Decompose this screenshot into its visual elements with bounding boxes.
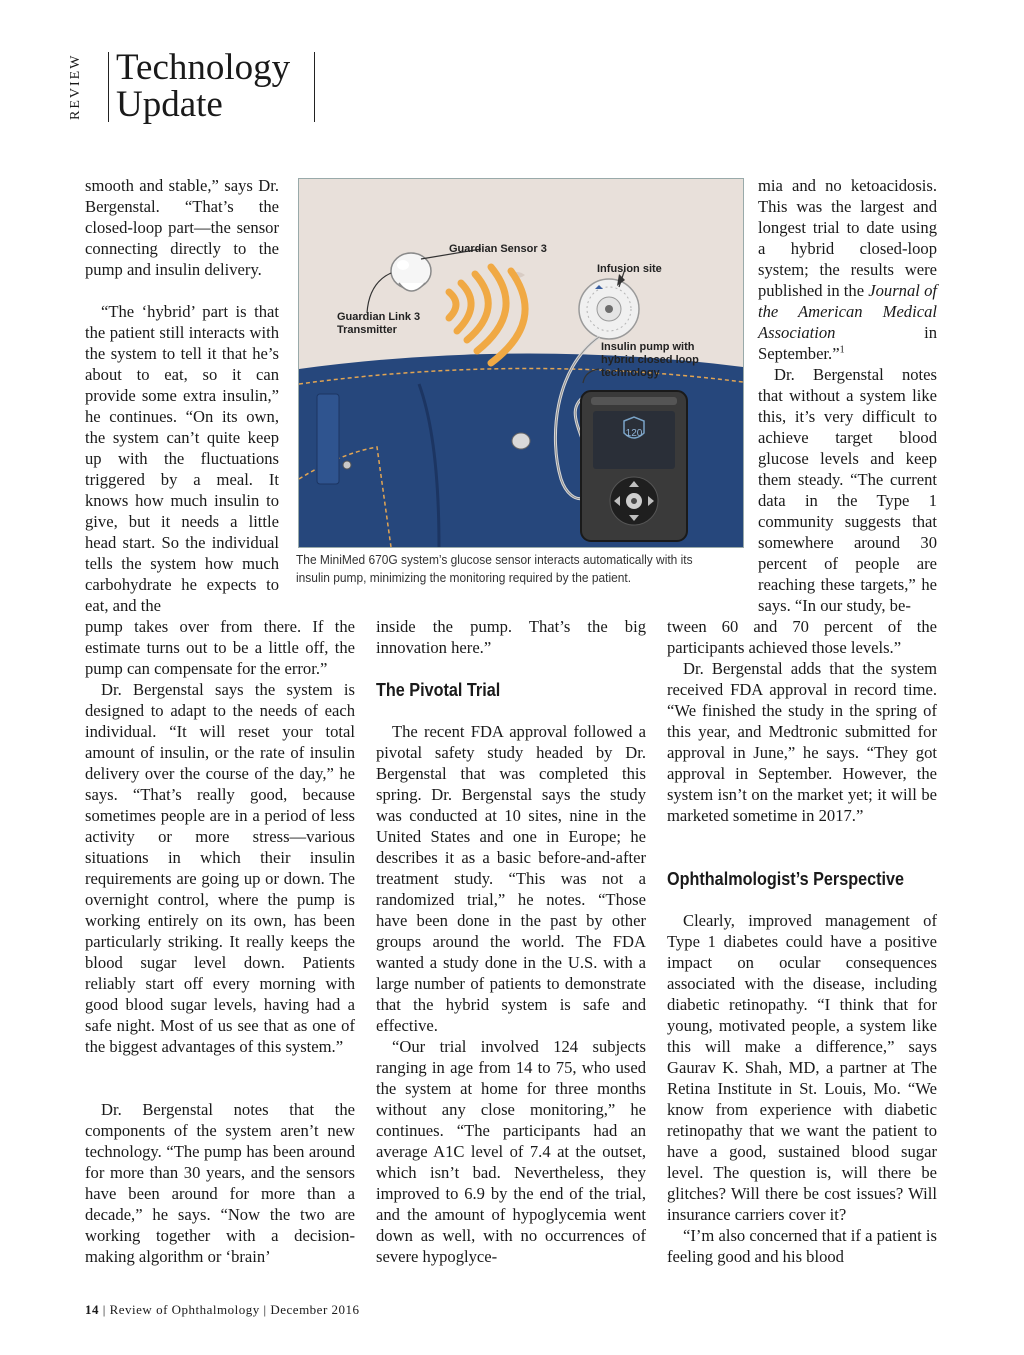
col1-paragraph: pump takes over from there. If the estimate turns out to be a little off, the pump can compensate for the error.” <box>85 617 355 678</box>
footer-separator: | <box>263 1302 267 1317</box>
label-insulin-pump-line-1: Insulin pump with <box>601 341 695 353</box>
section-title-line-1: Technology <box>116 47 291 88</box>
pump-display-value: 120 <box>625 428 643 439</box>
col2-paragraph: “Our trial involved 124 subjects ranging in age from 14 to 75, who used the system at home for three months without any close monitoring,” he continues. “The participants had an average A1C level of 7.4 at the outset, which isn’t bad. Nevertheless, they improved to 6.9 by the end of the trial, and the amount of hypoglycemia went down as well, with no occurrences of severe hypoglyce- <box>376 1037 646 1266</box>
col3-paragraph: “I’m also concerned that if a patient is feeling good and his blood <box>667 1226 937 1266</box>
section-label: REVIEW <box>68 53 83 121</box>
col3-paragraph: Clearly, improved management of Type 1 diabetes could have a positive impact on ocular consequences associated with the disease, including diabetic retinopathy. “I think that for young, motivated people, a system like this will make a difference,” says Gaurav K. Shah, MD, a partner at The Retina Institute in St. Louis, Mo. “We know from experience with diabetic retinopathy that we want the patient to have a good, sustained blood sugar level. The question is, will there be glitches? Will there be cost issues? Will insurance carriers cover it? <box>667 911 937 1224</box>
label-insulin-pump <box>601 341 699 380</box>
page-number: 14 <box>85 1302 99 1317</box>
section-heading-pivotal-trial: The Pivotal Trial <box>376 680 501 700</box>
col3-paragraph: Dr. Bergenstal adds that the system received FDA approval in record time. “We finished the study in the spring of this year, and Medtronic submitted for approval in June,” he says. “They got approval in September. However, the system isn’t on the market yet; it will be marketed sometime in 2017.” <box>667 659 937 825</box>
figure-caption: The MiniMed 670G system’s glucose sensor interacts automatically with its insulin pump, minimizing the monitoring required by the patient. <box>296 552 693 585</box>
rivet <box>343 461 351 469</box>
label-transmitter-line-2: Transmitter <box>337 324 397 336</box>
footer-separator: | <box>102 1302 106 1317</box>
col2-paragraph: inside the pump. That’s the big innovation here.” <box>376 617 646 657</box>
insulin-pump-icon <box>581 391 687 541</box>
label-insulin-pump-line-2: hybrid closed loop <box>601 354 699 366</box>
col1-paragraph: “The ‘hybrid’ part is that the patient still interacts with the system to tell it that he’s about to eat, so it can provide some extra insulin,” he continues. “On its own, the system can’t quite keep up with the fluctuations triggered by a meal. It knows how much insulin to give, but it needs a little head start. So the individual tells the system how much carbohydrate he expects to eat, and the <box>85 302 279 615</box>
label-insulin-pump-line-3: technology <box>601 367 660 379</box>
jeans-button <box>512 433 530 449</box>
section-heading-ophthalmologist: Ophthalmologist’s Perspective <box>667 869 905 889</box>
publication-name: Review of Ophthalmology <box>109 1302 260 1317</box>
col3-paragraph <box>758 175 937 364</box>
journal-name: Journal of the American Medical Association <box>758 281 937 342</box>
figure-illustration <box>298 178 744 548</box>
section-title <box>116 49 290 123</box>
label-transmitter <box>337 311 420 337</box>
col3-paragraph: tween 60 and 70 percent of the participants achieved those levels.” <box>667 617 937 657</box>
section-title-line-2: Update <box>116 84 223 125</box>
col3-text: in September.” <box>758 323 937 363</box>
label-infusion-site: Infusion site <box>597 263 662 275</box>
infusion-site-icon <box>579 279 639 339</box>
label-guardian-sensor: Guardian Sensor 3 <box>449 243 547 255</box>
page-footer <box>85 1302 360 1318</box>
header-divider <box>314 52 315 122</box>
header-divider <box>108 52 109 122</box>
label-transmitter-line-1: Guardian Link 3 <box>337 311 421 323</box>
col1-paragraph: smooth and stable,” says Dr. Bergenstal. “That’s the closed-loop part—the sensor connecting directly to the pump and insulin delivery. <box>85 176 279 279</box>
belt-loop <box>317 394 339 484</box>
col3-paragraph: Dr. Bergenstal notes that without a system like this, it’s very difficult to achieve target blood glucose levels and keep them steady. “The current data in the Type 1 community suggests that somewhere around 30 percent of people are reaching these targets,” he says. “In our study, be- <box>758 365 937 615</box>
col1-paragraph: Dr. Bergenstal says the system is designed to adapt to the needs of each individual. “It will reset your total amount of insulin, or the rate of insulin delivery over the course of the day,” he says. “That’s really good, because sometimes people are in a period of less activity or more stress—various situations in which their insulin requirements are going up or down. The overnight control, where the pump is working entirely on its own, has been particularly striking. It really keeps the blood sugar level down. Patients reliably start off every morning with good blood sugar levels, having had a safe night. Most of us see that as one of the biggest advantages of this system.” <box>85 680 355 1056</box>
col3-text: mia and no ketoacidosis. This was the largest and longest trial to date using a hybrid closed-loop system; the results were published in the <box>758 176 937 300</box>
col2-paragraph: The recent FDA approval followed a pivotal safety study headed by Dr. Bergenstal that was completed this spring. Dr. Bergenstal says the study was conducted at 10 sites, nine in the United States and one in Europe; he describes it as a basic before-and-after treatment study. “This was not a randomized trial,” he notes. “Those have been done in the past by other groups around the world. The FDA wanted a study done in the U.S. with a large number of patients to demonstrate that the hybrid system is safe and effective. <box>376 722 646 1035</box>
reference-marker: 1 <box>839 344 845 356</box>
issue-date: December 2016 <box>270 1302 360 1317</box>
col1-paragraph: Dr. Bergenstal notes that the components of the system aren’t new technology. “The pump has been around for more than 30 years, and the sensors have been around for more than a decade,” he says. “Now the two are working together with a decision-making algorithm or ‘brain’ <box>85 1100 355 1266</box>
